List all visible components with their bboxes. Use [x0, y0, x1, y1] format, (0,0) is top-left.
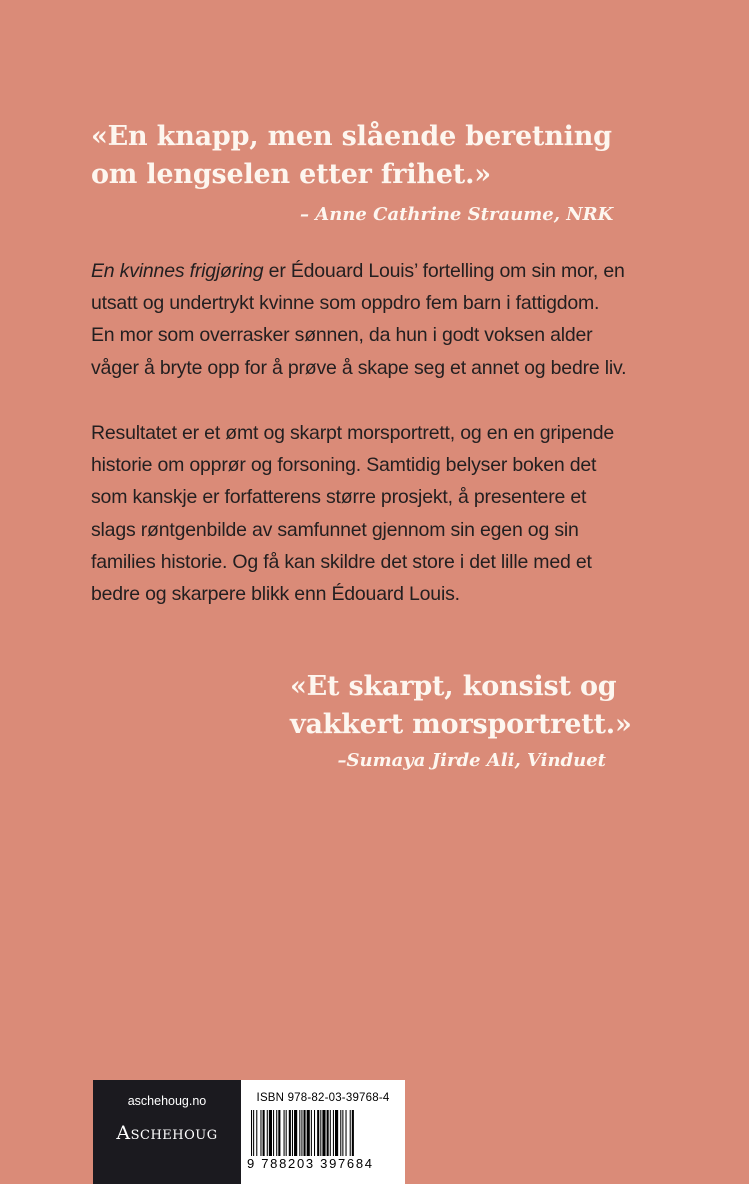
barcode-bar — [333, 1110, 334, 1156]
barcode-bar — [311, 1110, 312, 1156]
barcode-bar — [340, 1110, 341, 1156]
paragraph-1-line-3: En mor som overrasker sønnen, da hun i godt voksen alder — [91, 324, 593, 347]
barcode-bar — [301, 1110, 302, 1156]
bottom-quote-line-1: «Et skarpt, konsist og — [290, 671, 617, 702]
barcode-bar — [251, 1110, 252, 1156]
book-title-italic: En kvinnes frigjøring — [91, 260, 264, 282]
top-quote-line-1: «En knapp, men slående beretning — [91, 121, 612, 152]
paragraph-2-line-6: bedre og skarpere blikk enn Édouard Louis. — [91, 583, 460, 606]
description-paragraph-2 — [91, 417, 651, 610]
top-quote-line-2: om lengselen etter frihet.» — [91, 159, 491, 190]
paragraph-2-line-3: som kanskje er forfatterens større prosjekt, å presentere et — [91, 486, 587, 509]
barcode-icon — [251, 1110, 397, 1156]
barcode-digits: 9 788203 397684 — [247, 1156, 374, 1171]
publisher-url: aschehoug.no — [127, 1094, 207, 1108]
barcode-bar — [273, 1110, 274, 1156]
paragraph-1-line-1 — [91, 255, 651, 287]
barcode-bar — [253, 1110, 254, 1156]
paragraph-1-line-1-rest: er Édouard Louis’ fortelling om sin mor, en — [263, 260, 625, 282]
barcode-bar — [335, 1110, 338, 1156]
barcode-bar — [352, 1110, 354, 1156]
barcode-bar — [346, 1110, 347, 1156]
barcode-bar — [307, 1110, 310, 1156]
barcode-block — [241, 1080, 405, 1184]
paragraph-2-line-1: Resultatet er et ømt og skarpt morsportrett, og en en gripende — [91, 422, 615, 444]
barcode-bar — [256, 1110, 257, 1156]
paragraph-2-line-5: families historie. Og få kan skildre det store i det lille med et — [91, 550, 592, 573]
top-quote-attribution: – Anne Cathrine Straume, NRK — [300, 204, 614, 225]
barcode-bar — [299, 1110, 300, 1156]
barcode-bar — [284, 1110, 285, 1156]
barcode-bar — [289, 1110, 291, 1156]
bottom-review-quote — [290, 668, 632, 744]
barcode-bar — [269, 1110, 272, 1156]
paragraph-2-line-2: historie om opprør og forsoning. Samtidig belyser boken det — [91, 454, 597, 477]
barcode-bar — [317, 1110, 319, 1156]
top-review-quote — [91, 118, 651, 194]
barcode-bar — [267, 1110, 268, 1156]
bottom-quote-line-2: vakkert morsportrett.» — [290, 709, 632, 740]
isbn-label: ISBN 978-82-03-39768-4 — [256, 1092, 390, 1104]
paragraph-1-line-2: utsatt og undertrykt kvinne som oppdro fem barn i fattigdom. — [91, 292, 600, 315]
barcode-bar — [304, 1110, 306, 1156]
description-paragraph-1 — [91, 255, 651, 384]
barcode-bar — [292, 1110, 293, 1156]
aschehoug-logo-icon: Aschehoug — [116, 1122, 218, 1144]
barcode-bar — [320, 1110, 321, 1156]
paragraph-1-line-4: våger å bryte opp for å prøve å skape seg et annet og bedre liv. — [91, 356, 627, 379]
barcode-bar — [322, 1110, 325, 1156]
barcode-bar — [294, 1110, 297, 1156]
barcode-bar — [286, 1110, 287, 1156]
barcode-bar — [263, 1110, 265, 1156]
barcode-bar — [260, 1110, 261, 1156]
barcode-bar — [278, 1110, 280, 1156]
bottom-quote-attribution: –Sumaya Jirde Ali, Vinduet — [337, 750, 606, 771]
barcode-bar — [342, 1110, 343, 1156]
barcode-bar — [330, 1110, 331, 1156]
barcode-bar — [350, 1110, 351, 1156]
paragraph-2-line-4: slags røntgenbilde av samfunnet gjennom sin egen og sin — [91, 518, 579, 541]
barcode-bar — [314, 1110, 315, 1156]
publisher-block — [93, 1080, 241, 1184]
barcode-bar — [327, 1110, 329, 1156]
barcode-bar — [276, 1110, 277, 1156]
